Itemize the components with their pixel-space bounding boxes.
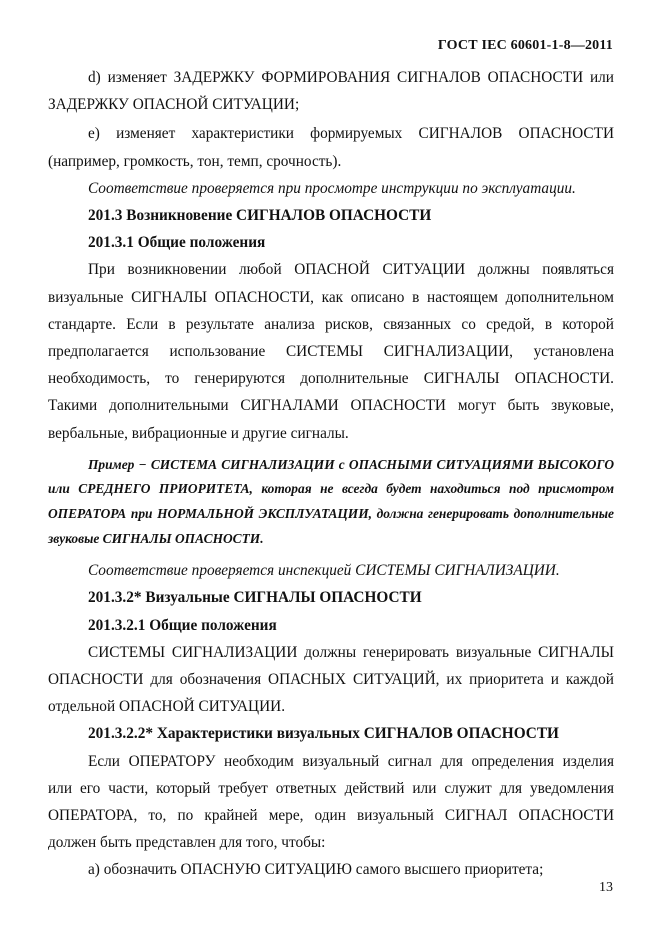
example-note: Пример − СИСТЕМА СИГНАЛИЗАЦИИ с ОПАСНЫМИ СИТУАЦИЯМИ ВЫСОКОГО или СРЕДНЕГО ПРИОРИТЕТА, которая не всегда будет находиться под присмотром ОПЕРАТОРА при НОРМАЛЬНОЙ ЭКСПЛУАТАЦИИ, должна генерировать дополнительные звуковые СИГНАЛЫ ОПАСНОСТИ. (48, 456, 614, 546)
paragraph-3: или его части, который требует ответных действий или служит для уведомления ОПЕРАТОРА, то, по крайней мере, один визуальный СИГНАЛ ОПАСНОСТИ должен быть представлен для того, чтобы: (48, 779, 614, 852)
document-body (48, 64, 614, 884)
section-heading-201-3: 201.3 Возникновение СИГНАЛОВ ОПАСНОСТИ (88, 207, 432, 225)
paragraph-1: визуальные СИГНАЛЫ ОПАСНОСТИ, как описано в настоящем дополнительном стандарте. Если в результате анализа рисков, связанных со средой, в которой предполагается использование СИСТЕМЫ СИГНАЛИЗАЦИИ, установлена необходимость, то генерируются дополнительные СИГНАЛЫ ОПАСНОСТИ. Такими дополнительными СИГНАЛАМИ ОПАСНОСТИ могут быть звуковые, вербальные, вибрационные и другие сигналы. (48, 288, 614, 442)
section-heading-201-3-2-2: 201.3.2.2* Характеристики визуальных СИГНАЛОВ ОПАСНОСТИ (88, 725, 559, 743)
paragraph-1-first: При возникновении любой ОПАСНОЙ СИТУАЦИИ должны появляться (88, 261, 614, 279)
standard-header: ГОСТ IEC 60601-1-8—2011 (437, 38, 613, 53)
section-heading-201-3-1: 201.3.1 Общие положения (88, 234, 266, 252)
section-heading-201-3-2-1: 201.3.2.1 Общие положения (88, 616, 277, 634)
list-item-e: e) изменяет характеристики формируемых СИГНАЛОВ ОПАСНОСТИ (88, 125, 614, 143)
compliance-note-1: Соответствие проверяется при просмотре инструкции по эксплуатации. (88, 179, 576, 197)
list-item-d-cont: ЗАДЕРЖКУ ОПАСНОЙ СИТУАЦИИ; (48, 96, 300, 114)
list-item-e-cont: (например, громкость, тон, темп, срочность). (48, 152, 342, 170)
list-item-d: d) изменяет ЗАДЕРЖКУ ФОРМИРОВАНИЯ СИГНАЛОВ ОПАСНОСТИ или (88, 69, 614, 86)
list-item-a: a) обозначить ОПАСНУЮ СИТУАЦИЮ самого высшего приоритета; (88, 861, 544, 879)
compliance-note-2: Соответствие проверяется инспекцией СИСТЕМЫ СИГНАЛИЗАЦИИ. (88, 562, 560, 580)
paragraph-3-first: Если ОПЕРАТОРУ необходим визуальный сигнал для определения изделия (88, 752, 614, 770)
paragraph-2-first: СИСТЕМЫ СИГНАЛИЗАЦИИ должны генерировать визуальные СИГНАЛЫ (88, 643, 614, 661)
paragraph-2: ОПАСНОСТИ для обозначения ОПАСНЫХ СИТУАЦИЙ, их приоритета и каждой отдельной ОПАСНОЙ СИТУАЦИИ. (48, 671, 614, 716)
section-heading-201-3-2: 201.3.2* Визуальные СИГНАЛЫ ОПАСНОСТИ (88, 589, 422, 607)
page-number: 13 (599, 880, 613, 895)
